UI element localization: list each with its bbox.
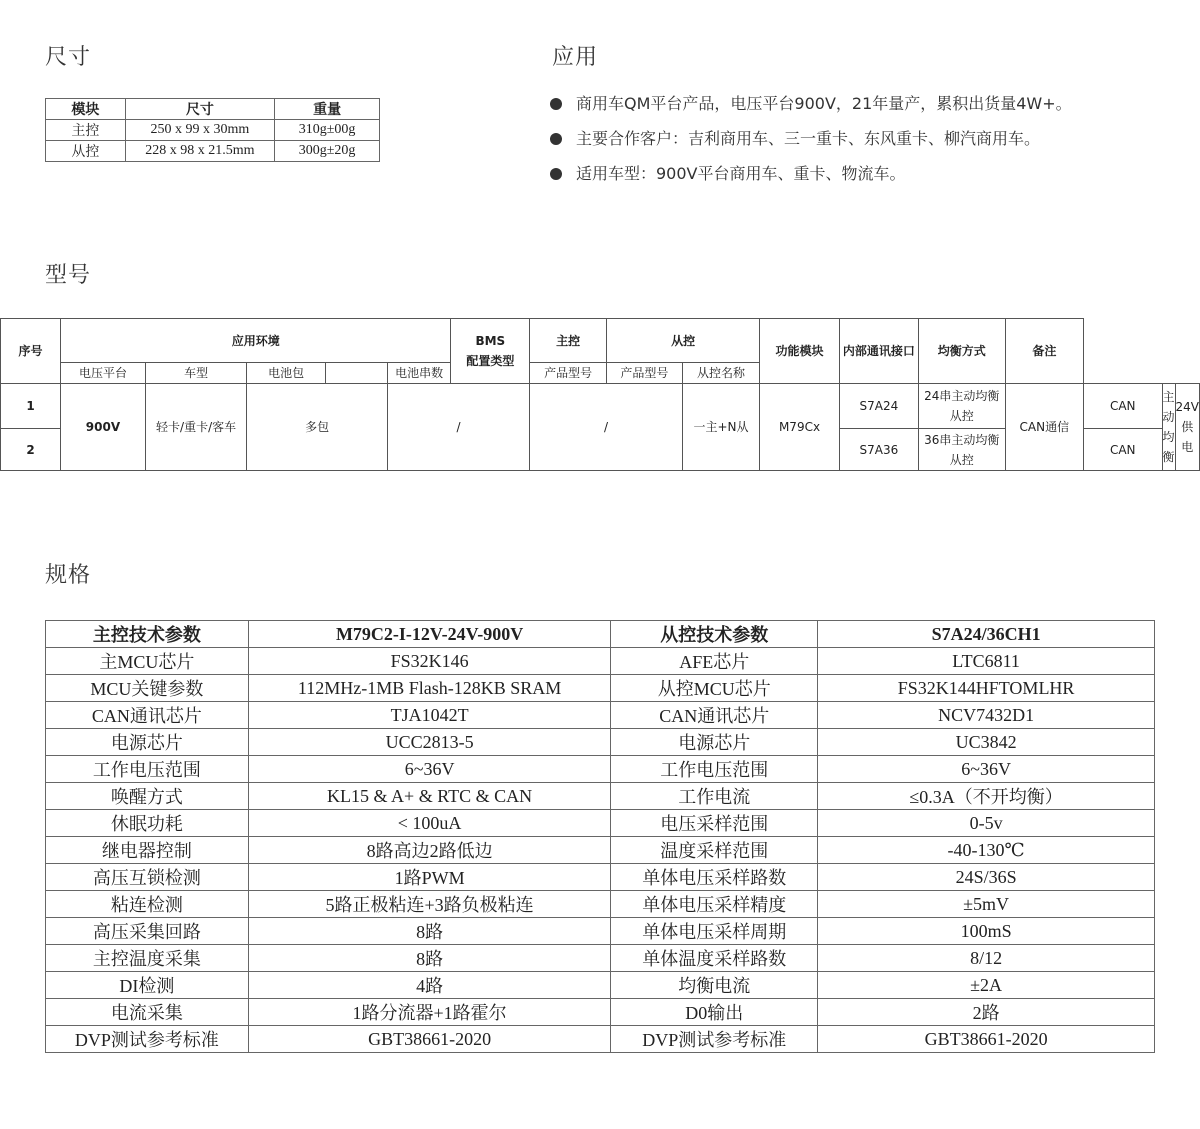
list-item-text: 适用车型：900V平台商用车、重卡、物流车。: [576, 164, 906, 183]
table-cell: 电源芯片: [611, 729, 818, 756]
bullet-icon: [550, 168, 562, 180]
table-row: [46, 1026, 1155, 1053]
table-cell: 100mS: [818, 918, 1155, 945]
table-cell: 0-5v: [818, 810, 1155, 837]
list-item: [548, 92, 1072, 127]
table-cell: 高压采集回路: [46, 918, 249, 945]
cell-voltage: 900V: [61, 384, 146, 471]
table-cell: 1路PWM: [248, 864, 611, 891]
table-row: [1, 384, 1200, 429]
subheader-voltage: 电压平台: [61, 363, 146, 384]
table-cell: 高压互锁检测: [46, 864, 249, 891]
table-cell: DVP测试参考标准: [46, 1026, 249, 1053]
table-cell: 6~36V: [248, 756, 611, 783]
table-cell: < 100uA: [248, 810, 611, 837]
models-table: [0, 318, 1200, 471]
table-cell: 228 x 98 x 21.5mm: [125, 141, 275, 162]
table-cell: 电流采集: [46, 999, 249, 1026]
cell-bms: 一主+N从: [682, 384, 760, 471]
table-cell: 主控温度采集: [46, 945, 249, 972]
table-cell: 主MCU芯片: [46, 648, 249, 675]
table-cell: AFE芯片: [611, 648, 818, 675]
table-cell: 均衡电流: [611, 972, 818, 999]
header-cell: 主控技术参数: [46, 621, 249, 648]
cell-balance: 主动均衡: [1162, 384, 1175, 471]
table-row: [46, 945, 1155, 972]
table-cell: 唤醒方式: [46, 783, 249, 810]
table-cell: KL15 & A+ & RTC & CAN: [248, 783, 611, 810]
table-row: [46, 810, 1155, 837]
specs-table: [45, 620, 1155, 1053]
cell-blank: /: [387, 384, 529, 471]
table-cell: ≤0.3A（不开均衡）: [818, 783, 1155, 810]
table-header-row: [1, 319, 1200, 363]
table-cell: 2路: [818, 999, 1155, 1026]
section-title-specs: 规格: [45, 563, 92, 588]
table-cell: DI检测: [46, 972, 249, 999]
table-cell: 主控: [46, 120, 126, 141]
table-cell: 工作电压范围: [611, 756, 818, 783]
table-header-row: [46, 621, 1155, 648]
subheader-slave-pn: 产品型号: [606, 363, 682, 384]
table-cell: 继电器控制: [46, 837, 249, 864]
table-header-row: [46, 99, 380, 120]
table-cell: 工作电流: [611, 783, 818, 810]
list-item-text: 主要合作客户：吉利商用车、三一重卡、东风重卡、柳汽商用车。: [576, 129, 1041, 148]
table-cell: 温度采样范围: [611, 837, 818, 864]
table-cell: 8路高边2路低边: [248, 837, 611, 864]
cell-pack: 多包: [247, 384, 387, 471]
table-cell: CAN通讯芯片: [611, 702, 818, 729]
cell-slave-name: 36串主动均衡从控: [918, 429, 1005, 471]
table-row: [46, 864, 1155, 891]
section-title-dimensions: 尺寸: [45, 45, 92, 70]
bullet-icon: [550, 98, 562, 110]
table-cell: 电压采样范围: [611, 810, 818, 837]
table-cell: UCC2813-5: [248, 729, 611, 756]
header-bms: [451, 319, 530, 384]
header-comm: 内部通讯接口: [839, 319, 918, 384]
table-cell: 单体电压采样精度: [611, 891, 818, 918]
table-cell: NCV7432D1: [818, 702, 1155, 729]
header-seq: 序号: [1, 319, 61, 384]
table-row: [46, 648, 1155, 675]
table-cell: TJA1042T: [248, 702, 611, 729]
header-remark: 备注: [1005, 319, 1083, 384]
table-cell: D0输出: [611, 999, 818, 1026]
header-cell: 尺寸: [125, 99, 275, 120]
cell-seq: 1: [1, 384, 61, 429]
section-title-models: 型号: [45, 263, 92, 288]
list-item-text: 商用车QM平台产品，电压平台900V，21年量产，累积出货量4W+。: [576, 94, 1072, 113]
table-cell: 单体电压采样周期: [611, 918, 818, 945]
table-row: [46, 972, 1155, 999]
cell-remark: 24V供电: [1175, 384, 1199, 471]
header-slave: 从控: [606, 319, 759, 363]
cell-seq: 2: [1, 429, 61, 471]
subheader-blank: [325, 363, 387, 384]
table-row: [46, 783, 1155, 810]
header-cell: 重量: [275, 99, 380, 120]
subheader-pack: 电池包: [247, 363, 325, 384]
table-cell: 从控: [46, 141, 126, 162]
header-function: 功能模块: [760, 319, 840, 384]
table-cell: 单体电压采样路数: [611, 864, 818, 891]
cell-slave-name: 24串主动均衡从控: [918, 384, 1005, 429]
table-row: [46, 756, 1155, 783]
table-cell: -40-130℃: [818, 837, 1155, 864]
cell-master-pn: M79Cx: [760, 384, 840, 471]
table-cell: 从控MCU芯片: [611, 675, 818, 702]
table-cell: LTC6811: [818, 648, 1155, 675]
header-cell: M79C2-I-12V-24V-900V: [248, 621, 611, 648]
subheader-slave-name: 从控名称: [682, 363, 760, 384]
table-row: [46, 141, 380, 162]
table-row: [46, 729, 1155, 756]
cell-function: CAN通信: [1005, 384, 1083, 471]
header-cell: 从控技术参数: [611, 621, 818, 648]
table-cell: ±2A: [818, 972, 1155, 999]
header-bms-line2: 配置类型: [466, 354, 515, 368]
cell-comm: CAN: [1084, 384, 1162, 429]
cell-series: /: [530, 384, 682, 471]
table-row: [46, 675, 1155, 702]
header-cell: S7A24/36CH1: [818, 621, 1155, 648]
table-cell: FS32K144HFTOMLHR: [818, 675, 1155, 702]
table-cell: 粘连检测: [46, 891, 249, 918]
subheader-series: 电池串数: [387, 363, 451, 384]
list-item: [548, 162, 1072, 197]
table-cell: 6~36V: [818, 756, 1155, 783]
table-cell: 8路: [248, 918, 611, 945]
table-cell: DVP测试参考标准: [611, 1026, 818, 1053]
dimensions-table: [45, 98, 380, 162]
header-env: 应用环境: [61, 319, 451, 363]
table-cell: 工作电压范围: [46, 756, 249, 783]
table-cell: ±5mV: [818, 891, 1155, 918]
table-cell: CAN通讯芯片: [46, 702, 249, 729]
table-cell: UC3842: [818, 729, 1155, 756]
table-cell: 8/12: [818, 945, 1155, 972]
table-cell: 24S/36S: [818, 864, 1155, 891]
table-cell: 单体温度采样路数: [611, 945, 818, 972]
table-row: [46, 837, 1155, 864]
table-cell: 310g±00g: [275, 120, 380, 141]
table-cell: GBT38661-2020: [248, 1026, 611, 1053]
cell-slave-pn: S7A24: [839, 384, 918, 429]
header-balance: 均衡方式: [918, 319, 1005, 384]
bullet-icon: [550, 133, 562, 145]
table-cell: FS32K146: [248, 648, 611, 675]
table-cell: 4路: [248, 972, 611, 999]
header-bms-line1: BMS: [475, 334, 506, 348]
table-cell: 1路分流器+1路霍尔: [248, 999, 611, 1026]
table-cell: 300g±20g: [275, 141, 380, 162]
table-cell: MCU关键参数: [46, 675, 249, 702]
cell-slave-pn: S7A36: [839, 429, 918, 471]
table-cell: 250 x 99 x 30mm: [125, 120, 275, 141]
table-row: [46, 891, 1155, 918]
table-cell: 5路正极粘连+3路负极粘连: [248, 891, 611, 918]
list-item: [548, 127, 1072, 162]
table-cell: 112MHz-1MB Flash-128KB SRAM: [248, 675, 611, 702]
specs-body: [46, 648, 1155, 1053]
table-row: [46, 918, 1155, 945]
table-row: [46, 999, 1155, 1026]
section-title-application: 应用: [552, 45, 599, 70]
table-row: [46, 702, 1155, 729]
application-list: [548, 92, 1072, 197]
cell-vehicle: 轻卡/重卡/客车: [145, 384, 247, 471]
header-cell: 模块: [46, 99, 126, 120]
subheader-vehicle: 车型: [145, 363, 247, 384]
cell-comm: CAN: [1084, 429, 1162, 471]
table-cell: 休眠功耗: [46, 810, 249, 837]
table-cell: 电源芯片: [46, 729, 249, 756]
table-cell: 8路: [248, 945, 611, 972]
table-cell: GBT38661-2020: [818, 1026, 1155, 1053]
table-row: [46, 120, 380, 141]
header-master: 主控: [530, 319, 607, 363]
subheader-master-pn: 产品型号: [530, 363, 607, 384]
